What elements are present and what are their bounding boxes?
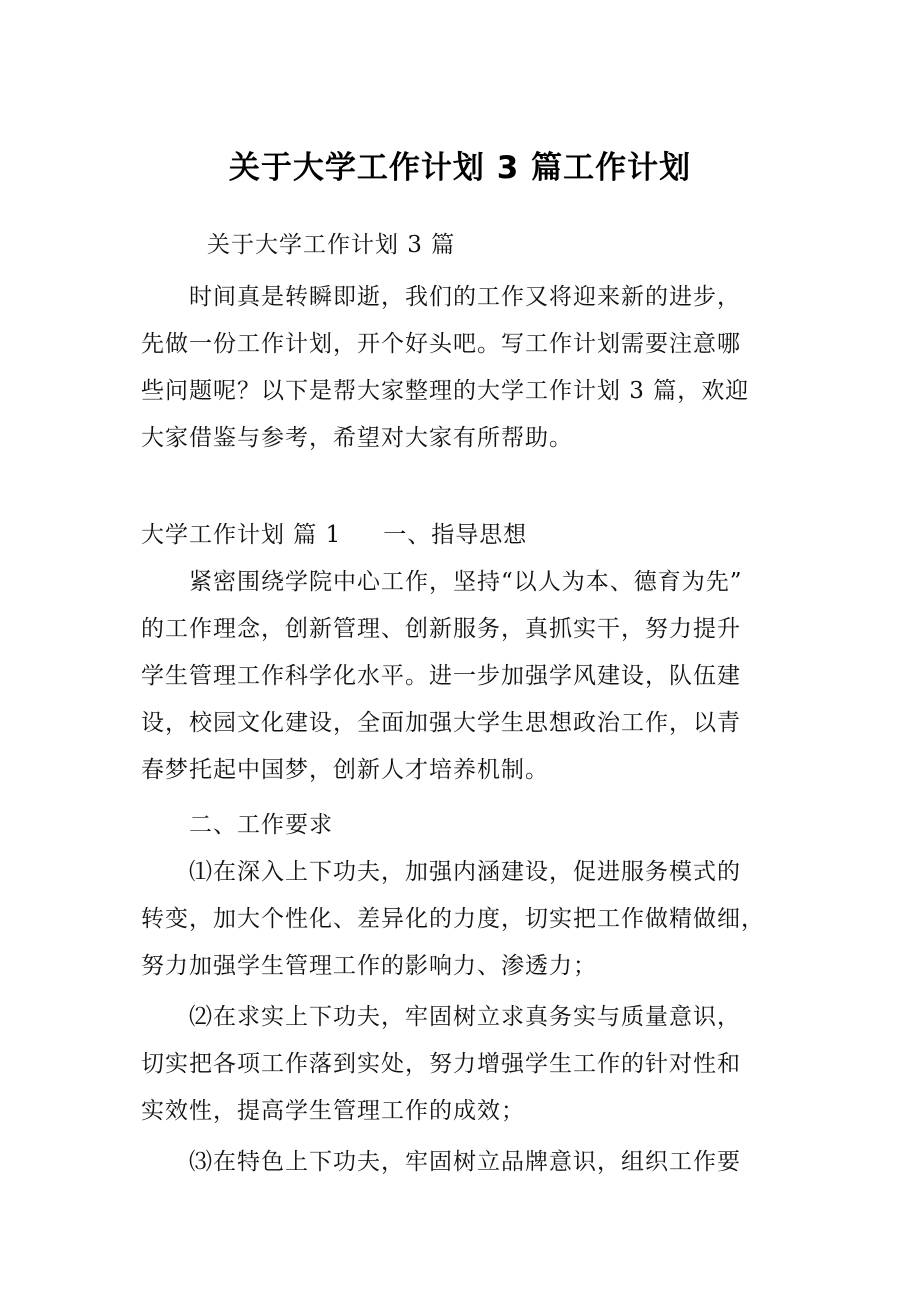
intro-line: 时间真是转瞬即逝，我们的工作又将迎来新的进步， [189,284,741,310]
section-label: 大学工作计划 篇 1 [141,522,342,548]
intro-line: 大家借鉴与参考，希望对大家有所帮助。 [141,425,573,451]
document-subtitle: 关于大学工作计划 3 篇 [207,232,456,258]
list-item-line: 实效性，提高学生管理工作的成效； [141,1098,525,1124]
list-item-line: 努力加强学生管理工作的影响力、渗透力； [141,953,597,979]
list-item-line: ⑵在求实上下功夫，牢固树立求真务实与质量意识， [189,1004,741,1030]
intro-line: 先做一份工作计划，开个好头吧。写工作计划需要注意哪 [141,331,741,357]
section-header-line [141,520,781,550]
section-heading: 二、工作要求 [189,812,333,838]
paragraph-line: 的工作理念，创新管理、创新服务，真抓实干，努力提升 [141,616,741,642]
list-item-line: 切实把各项工作落到实处，努力增强学生工作的针对性和 [141,1051,741,1077]
document-title: 关于大学工作计划 3 篇工作计划 [228,150,692,186]
list-item-line: 转变，加大个性化、差异化的力度，切实把工作做精做细， [141,906,765,932]
list-item-line: ⑶在特色上下功夫，牢固树立品牌意识，组织工作要 [189,1149,741,1175]
paragraph-line: 紧密围绕学院中心工作，坚持“以人为本、德育为先” [189,569,743,595]
paragraph-line: 设，校园文化建设，全面加强大学生思想政治工作，以青 [141,710,741,736]
list-item-line: ⑴在深入上下功夫，加强内涵建设，促进服务模式的 [189,859,741,885]
paragraph-line: 学生管理工作科学化水平。进一步加强学风建设，队伍建 [141,663,741,689]
paragraph-line: 春梦托起中国梦，创新人才培养机制。 [141,757,549,783]
section-heading: 一、指导思想 [383,522,528,548]
intro-line: 些问题呢？以下是帮大家整理的大学工作计划 3 篇，欢迎 [141,378,750,404]
